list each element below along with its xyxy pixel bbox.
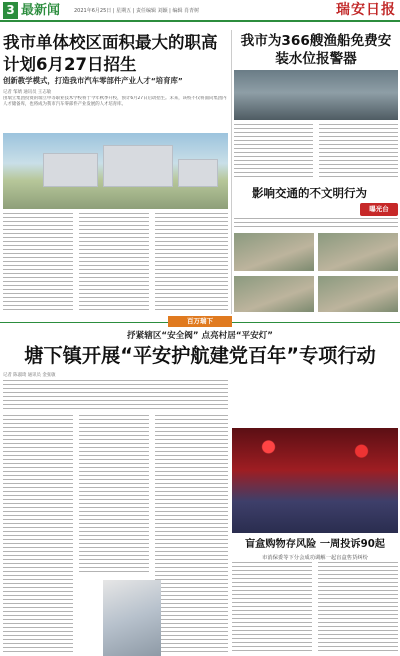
section-title: 最新闻 [21,3,61,18]
page-number: 3 [3,2,18,19]
traffic-photo-3 [234,276,314,312]
lead-school: 由瑞立集团投资的瑞立申等职业技术学校将于今年秋季开校，预计6月27日启动招生。未来，该校不仅将面向集团内人才储备库，也将成为我市汽车零部件产业发展的人才培育库。 [3,96,227,107]
headline-tangxia: 塘下镇开展“平安护航建党百年”专项行动 [24,344,376,367]
body-text-school-col3 [155,213,228,313]
body-text-traffic [234,218,398,230]
newspaper-logo: 瑞安日报 [336,2,396,18]
body-text-tangxia-col2 [79,415,149,575]
subheadline-school: 创新教学模式，打造我市汽车零部件产业人才“培育库” [3,76,183,85]
traffic-photo-4 [318,276,398,312]
exposure-badge: 曝光台 [360,203,398,216]
traffic-photo-1 [234,233,314,271]
lead-text-tangxia [3,380,228,410]
headline-traffic: 影响交通的不文明行为 [252,186,367,200]
byline-tangxia: 记者 陈淑琦 通讯员 金张敏 [3,373,56,378]
fishing-boats-photo [234,70,398,120]
subheadline-blindbox: 市消保委等下分会成功调解一起盲盒售货纠纷 [262,555,368,561]
byline-school: 记者 邹婧 通讯员 王志敏 [3,90,52,95]
body-text-tangxia-col3 [155,415,228,655]
issue-meta: 2021年6月25日 | 星期五 | 责任编辑 刘颖 | 编辑 肖青树 [74,8,200,14]
group-photo [232,428,398,533]
section-band-label: 百万瑞下 [168,316,232,327]
body-text-boats-col2 [319,124,398,178]
body-text-school-col1 [3,213,73,313]
body-text-boats-col1 [234,124,313,178]
body-text-blindbox-col2 [318,562,398,654]
kicker-tangxia: 抒紧辖区“安全阀” 点亮村居“平安灯” [127,331,273,341]
column-rule [231,30,232,314]
headline-school: 我市单体校区面积最大的职高计划6月27日招生 [3,33,218,74]
headline-boats: 我市为366艘渔船免费安装水位报警器 [240,33,392,67]
headline-blindbox: 盲盒购物存风险 一周投诉90起 [245,539,385,550]
body-text-school-col2 [79,213,149,313]
traffic-photo-2 [318,233,398,271]
school-campus-photo [3,133,228,209]
body-text-blindbox-col1 [232,562,312,654]
tangxia-photo [103,580,161,656]
body-text-tangxia-col1 [3,415,73,655]
